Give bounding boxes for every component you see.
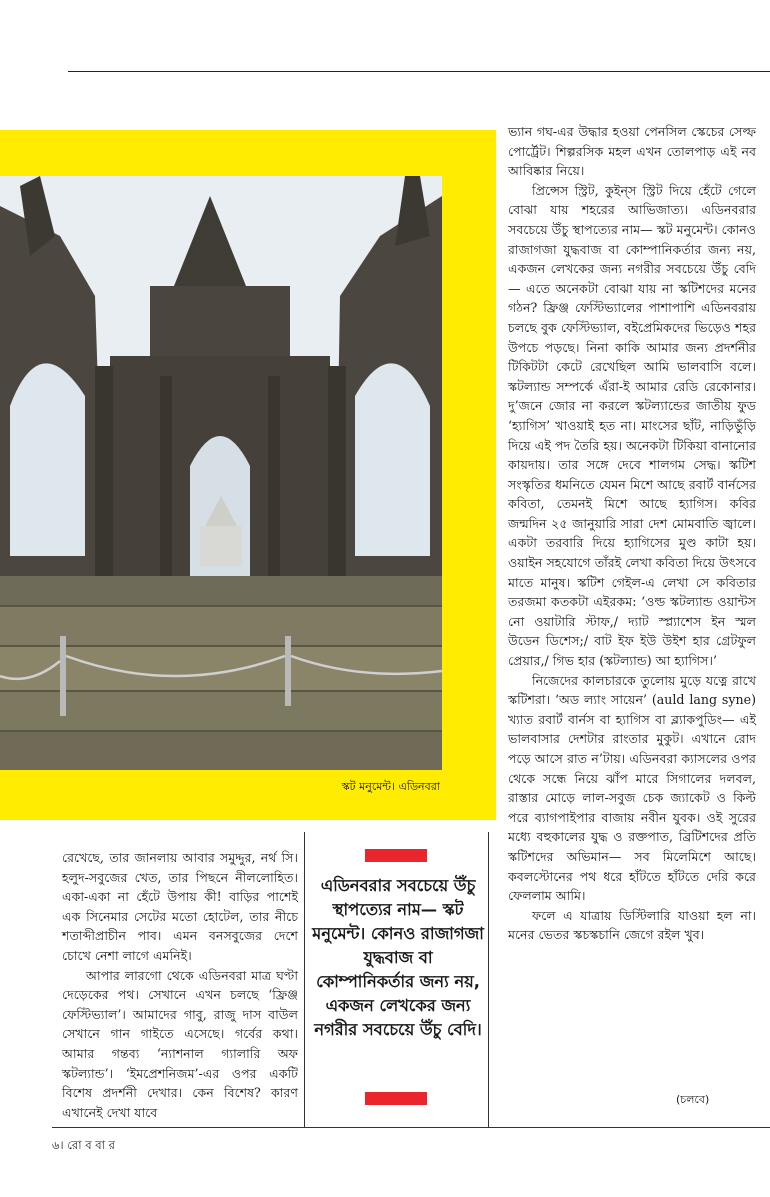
right-paragraph-3: নিজেদের কালচারকে তুলোয় মুড়ে যত্নে রাখে স্কটিশরা। ‘অড ল্যাং সায়েন’ (auld lang syne) খ্যাত রবার্ট বার্নস বা হ্যাগিস বা ব্ল্যাকপুডিং— এই ভালবাসার দেশটার রাংতার মুকুট। এখানে রোদ পড়ে আসে রাত ন’টায়। এডিনবরা ক্যাসলের ওপর থেকে সন্ধে নিয়ে ঝাঁপ মারে সিগালের দলবল, রাস্তার মোড়ে লাল-সবুজ চেক জ্যাকেট ও কিল্ট পরে ব্যাগপাইপার বাজায় নবীন যুবক। ওই সুরের মধ্যে বহুকালের যুদ্ধ ও রক্তপাত, ব্রিটিশদের প্রতি স্কটিশদের অভিমান— সব মিলেমিশে আছে। কবলস্টোনের পথ ধরে হাঁটতে হাঁটতে দেরি করে ফেললাম আমি। — [508, 672, 756, 904]
photo-caption: স্কট মনুমেন্ট। এডিনবরা — [341, 780, 440, 793]
left-paragraph-1: রেখেছে, তার জানলায় আবার সমুদ্দুর, নর্থ সি। হলুদ-সবুজের খেত, তার পিছনে নীললোহিত। একা-একা না হেঁটে উপায় কী! বাড়ির পাশেই এক সিনেমার সেটের মতো হোটেল, তার নীচে শতাব্দীপ্রাচীন পাব। এমন বনসবুজের দেশে চোখে নেশা লাগে এমনিই। — [62, 850, 298, 963]
left-paragraph-2: আপার লারগো থেকে এডিনবরা মাত্র ঘণ্টা দেড়েকের পথ। সেখানে এখন চলছে ‘ফ্রিঞ্জ ফেস্টিভ্যাল’। আমাদের গাবু, রাজু দাস বাউল সেখানে গান গাইতে এসেছে। গর্বের কথা। আমার গন্তব্য ‘ন্যাশনাল গ্যালারি অফ স্কটল্যান্ড’। ‘ইমপ্রেশনিজম’-এর ওপর একটি বিশেষ প্রদর্শনী দেখার। কেন বিশেষ? কারণ এখানেই দেখা যাবে — [62, 967, 298, 1120]
left-column — [62, 848, 298, 1122]
pull-quote: এডিনবরার সবচেয়ে উঁচু স্থাপত্যের নাম— স্কট মনুমেন্ট। কোনও রাজাগজা যুদ্ধবাজ বা কোম্পানিকর্তার জন্য নয়, একজন লেখকের জন্য নগরীর সবচেয়ে উঁচু বেদি। — [312, 876, 484, 1039]
column-divider-right — [488, 832, 489, 1128]
page-folio: ৬। রো ব বা র — [52, 1138, 116, 1152]
pull-quote-top-bar — [365, 849, 427, 862]
right-paragraph-1: ভ্যান গঘ-এর উদ্ধার হওয়া পেনসিল স্কেচের সেল্ফ পোর্ট্রেট। শিল্পরসিক মহল এখন তোলপাড় এই নব আবিষ্কার নিয়ে। — [508, 124, 756, 179]
top-rule — [68, 71, 770, 72]
right-paragraph-4: ফলে এ যাত্রায় ডিস্টিলারি যাওয়া হল না। মনের ভেতর স্কচস্কচানি জেগে রইল খুব। — [508, 907, 756, 943]
pull-quote-bottom-bar — [365, 1092, 427, 1105]
right-paragraph-2: প্রিন্সেস স্ট্রিট, কুইন্‌স স্ট্রিট দিয়ে হেঁটে গেলে বোঝা যায় শহরের আভিজাত্য। এডিনবরার সবচেয়ে উঁচু স্থাপত্যের নাম— স্কট মনুমেন্ট। কোনও রাজাগজা যুদ্ধবাজ বা কোম্পানিকর্তার জন্য নয়, একজন লেখকের জন্য নগরীর সবচেয়ে উঁচু বেদি— এতে অনেকটা বোঝা যায় না স্কটিশদের মনের গঠন? ফ্রিঞ্জ ফেস্টিভ্যালের পাশাপাশি এডিনবরায় চলছে বুক ফেস্টিভ্যাল, বইপ্রেমিকদের ভিড়েও শহর উপচে পড়ছে। নিনা কাকি আমার জন্য প্রদর্শনীর টিকিটটা কেটে রেখেছিল আমি ভালবাসি বলে। স্কটল্যান্ড সম্পর্কে এঁরা-ই আমার রেডি রেকোনার। দু’জনে জোর না করলে স্কটল্যান্ডের জাতীয় ফুড ‘হ্যাগিস’ খাওয়াই হত না। মাংসের ছাঁট, নাড়িভুঁড়ি দিয়ে এই পদ তৈরি হয়। অনেকটা টিকিয়া বানানোর কায়দায়। তার সঙ্গে দেবে শালগম সেদ্ধ। স্কটিশ সংস্কৃতির ধমনিতে যেমন মিশে আছে রবার্ট বার্নসের কবিতা, তেমনই মিশে আছে হ্যাগিস। কবির জন্মদিন ২৫ জানুয়ারি সারা দেশ মোমবাতি জ্বালে। একটা তরবারি দিয়ে হ্যাগিসের মুণ্ড কাটা হয়। ওয়াইন সহযোগে তাঁরই লেখা কবিতা দিয়ে উৎসবে মাতে মানুষ। স্কটিশ গেইল-এ লেখা সে কবিতার তরজমা কতকটা এইরকম: ‘ওল্ড স্কটল্যান্ড ওয়ান্টস নো ওয়াটারি স্টাফ,/ দ্যাট স্প্ল্যাশেস ইন স্মল উডেন ডিশেস;/ বাট ইফ ইউ উইশ হার গ্রেটফুল প্রেয়ার,/ গিভ হার (স্কটল্যান্ড) আ হ্যাগিস।’ — [508, 182, 756, 669]
column-divider-left — [304, 832, 305, 1128]
right-column — [508, 122, 756, 945]
scott-monument-photo — [0, 176, 442, 770]
scott-monument-illustration — [0, 176, 442, 770]
bottom-rule — [52, 1127, 770, 1128]
continued-label: (চলবে) — [676, 1093, 710, 1106]
